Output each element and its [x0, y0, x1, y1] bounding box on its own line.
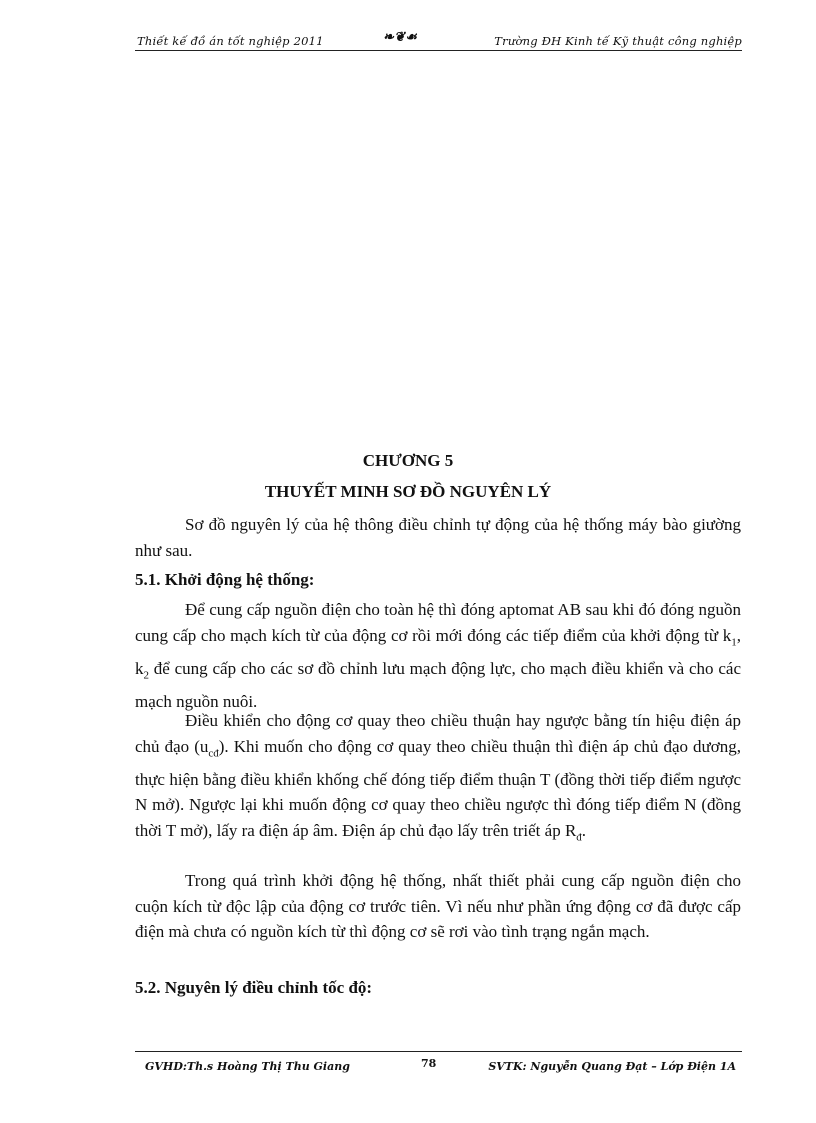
section-1-heading: 5.1. Khởi động hệ thống:: [135, 570, 315, 589]
header-ornament: ❧❦☙: [383, 30, 418, 45]
p2-sub-2: đ: [576, 831, 582, 844]
section-1-paragraph-1: [135, 597, 741, 714]
section-1-paragraph-3: [135, 868, 741, 945]
page-header: [135, 30, 742, 51]
intro-text: Sơ đồ nguyên lý của hệ thông điều chỉnh tự động của hệ thống máy bào giường như sau.: [135, 515, 741, 560]
p2-text-a: Điều khiển cho động cơ quay theo chiều thuận hay ngược bằng tín hiệu điện áp chủ đạo (u: [135, 711, 741, 756]
p2-text-b: ). Khi muốn cho động cơ quay theo chiều thuận thì điện áp chủ đạo dương, thực hiện bằng điều khiển khống chế đóng tiếp điểm thuận T (đồng thời tiếp điểm ngược N mở). Ngược lại khi muốn động cơ quay theo chiều ngược thì đóng tiếp điểm N (đồng thời T mở), lấy ra điện áp âm. Điện áp chủ đạo lấy trên triết áp R: [135, 736, 741, 840]
p1-text-c: để cung cấp cho các sơ đồ chỉnh lưu mạch động lực, cho mạch điều khiển và cho các mạch nguồn nuôi.: [135, 658, 741, 711]
footer-advisor: GVHD:Th.s Hoàng Thị Thu Giang: [145, 1060, 350, 1073]
section-1-paragraph-2: [135, 708, 741, 851]
section-2-heading: 5.2. Nguyên lý điều chỉnh tốc độ:: [135, 978, 373, 997]
chapter-title: THUYẾT MINH SƠ ĐỒ NGUYÊN LÝ: [264, 482, 552, 501]
page-number: 78: [421, 1057, 437, 1070]
p1-sub-1: 1: [731, 635, 737, 648]
section-1-heading-block: [135, 567, 741, 593]
header-left-text: Thiết kế đồ án tốt nghiệp 2011: [137, 34, 324, 48]
p1-sub-2: 2: [143, 668, 149, 681]
section-2-heading-block: [135, 975, 741, 1001]
p2-sub-1: cđ: [208, 746, 219, 759]
p1-text-a: Để cung cấp nguồn điện cho toàn hệ thì đóng aptomat AB sau khi đó đóng nguồn cung cấp cho mạch kích từ của động cơ rồi mới đóng các tiếp điểm của khởi động từ k: [135, 600, 741, 645]
p2-text-c: .: [581, 820, 587, 840]
footer-student: SVTK: Nguyễn Quang Đạt – Lớp Điện 1A: [488, 1060, 736, 1073]
p1-text-b: , k: [135, 625, 741, 678]
p3-text: Trong quá trình khởi động hệ thống, nhất thiết phải cung cấp nguồn điện cho cuộn kích từ độc lập của động cơ trước tiên. Vì nếu như phần ứng động cơ đã được cấp điện mà chưa có nguồn kích từ thì động cơ sẽ rơi vào tình trạng ngắn mạch.: [135, 871, 741, 942]
header-right-text: Trường ĐH Kinh tế Kỹ thuật công nghiệp: [494, 34, 742, 48]
chapter-number: CHƯƠNG 5: [362, 451, 454, 470]
page-footer: [135, 1051, 742, 1076]
intro-paragraph: [135, 512, 741, 563]
